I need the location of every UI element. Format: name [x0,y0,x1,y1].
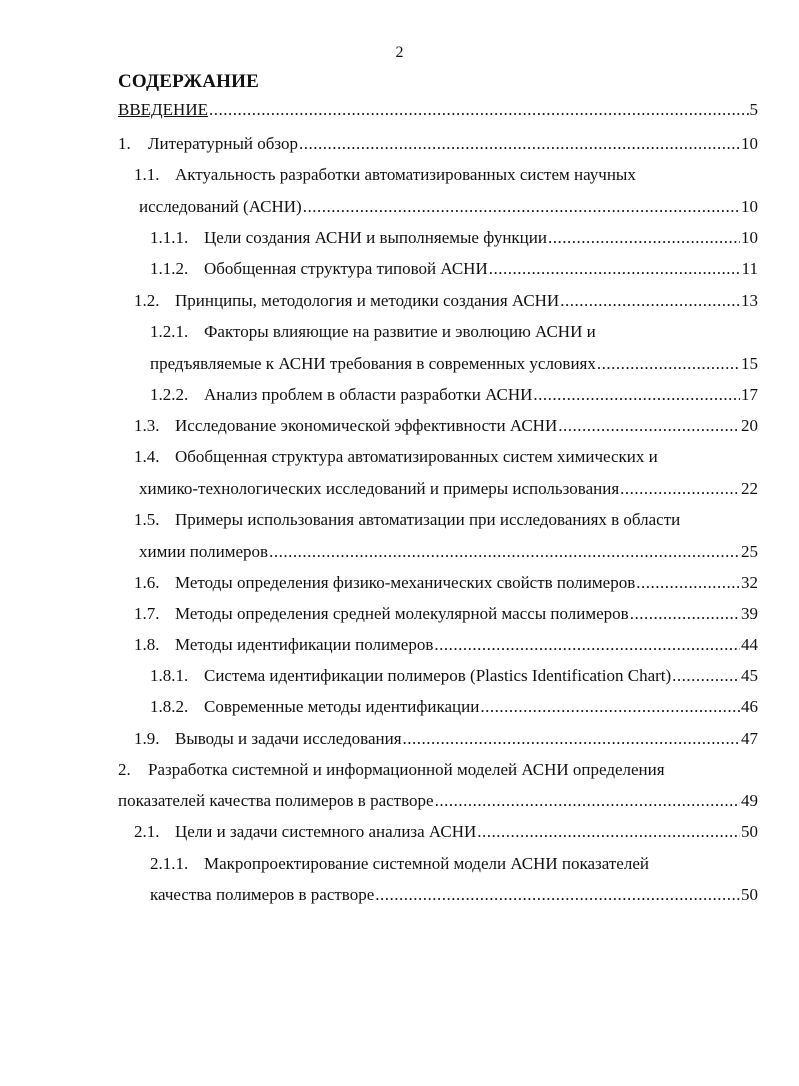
toc-entry-page: 50 [741,885,758,904]
toc-entry-2-1-1[interactable] [150,851,758,877]
toc-entry-text: Методы определения средней молекулярной массы полимеров [175,604,629,623]
toc-entry-page: 46 [741,697,758,716]
toc-entry-text: Примеры использования автоматизации при исследованиях в области [175,510,681,529]
leader-dots [558,413,740,439]
toc-entry-page: 10 [741,197,758,216]
toc-entry-number: 1.8.2. [150,697,189,716]
leader-dots [630,601,740,627]
toc-entry-1-1-cont[interactable] [139,194,758,220]
toc-entry-text: Факторы влияющие на развитие и эволюцию АСНИ и [204,322,596,341]
toc-entry-number: 1.1.2. [150,259,189,278]
toc-entry-number: 1. [118,134,131,153]
toc-entry-number: 1.8. [134,635,160,654]
leader-dots [480,694,740,720]
toc-entry-number: 2.1.1. [150,854,189,873]
toc-entry-number: 1.4. [134,447,160,466]
toc-entry-number: 1.3. [134,416,160,435]
toc-entry-number: 1.9. [134,729,160,748]
toc-entry-number: 1.5. [134,510,160,529]
toc-entry-page: 22 [741,479,758,498]
leader-dots [489,256,741,282]
leader-dots [434,632,740,658]
toc-entry-page: 15 [741,354,758,373]
toc-entry-2-1-1-cont[interactable] [150,882,758,908]
toc-entry-text: Принципы, методология и методики создания АСНИ [175,291,560,310]
toc-entry-page: 44 [741,635,758,654]
leader-dots [620,476,740,502]
leader-dots [303,194,740,220]
toc-entry-2-1[interactable] [134,819,758,845]
toc-entry-page: 10 [741,134,758,153]
toc-entry-number: 1.1.1. [150,228,189,247]
toc-entry-text: Методы идентификации полимеров [175,635,434,654]
toc-entry-page: 45 [741,666,758,685]
leader-dots [636,570,740,596]
toc-entry-1-1[interactable] [134,162,758,188]
toc-entry-1-4[interactable] [134,444,758,470]
toc-entry-number: 1.2.2. [150,385,189,404]
leader-dots [403,726,740,752]
toc-entry-intro[interactable] [118,97,758,123]
toc-entry-page: 10 [741,228,758,247]
toc-entry-1-2-1[interactable] [150,319,758,345]
toc-entry-text: показателей качества полимеров в растворе [118,791,434,810]
leader-dots [560,288,740,314]
leader-dots [435,788,740,814]
toc-entry-page: 39 [741,604,758,623]
toc-entry-page: 50 [741,822,758,841]
toc-entry-page: 13 [741,291,758,310]
toc-entry-text: Цели и задачи системного анализа АСНИ [175,822,477,841]
toc-entry-1-8-1[interactable] [150,663,758,689]
leader-dots [209,97,749,123]
toc-entry-number: 1.2. [134,291,160,310]
toc-entry-page: 25 [741,542,758,561]
toc-entry-text: предъявляемые к АСНИ требования в современных условиях [150,354,596,373]
toc-entry-1-3[interactable] [134,413,758,439]
toc-entry-page: 20 [741,416,758,435]
toc-entry-1-7[interactable] [134,601,758,627]
toc-entry-text: химии полимеров [139,542,269,561]
toc-entry-text: Литературный обзор [148,134,299,153]
toc-entry-page: 32 [741,573,758,592]
toc-entry-text: химико-технологических исследований и примеры использования [139,479,620,498]
leader-dots [672,663,740,689]
toc-entry-1-4-cont[interactable] [139,476,758,502]
leader-dots [299,131,740,157]
toc-entry-text: Обобщенная структура автоматизированных систем химических и [175,447,658,466]
page-number: 2 [395,44,404,61]
toc-entry-number: 2.1. [134,822,160,841]
toc-entry-page: 11 [741,259,758,278]
toc-entry-1-8-2[interactable] [150,694,758,720]
toc-entry-text: Современные методы идентификации [204,697,480,716]
toc-entry-number: 1.7. [134,604,160,623]
toc-entry-1-9[interactable] [134,726,758,752]
toc-entry-number: 1.8.1. [150,666,189,685]
toc-entry-1-2-2[interactable] [150,382,758,408]
toc-entry-text: Исследование экономической эффективности АСНИ [175,416,558,435]
toc-entry-number: 2. [118,760,131,779]
toc-entry-text: Методы определения физико-механических свойств полимеров [175,573,636,592]
toc-entry-text: Анализ проблем в области разработки АСНИ [204,385,533,404]
toc-title: СОДЕРЖАНИЕ [118,71,259,92]
toc-entry-number: 1.1. [134,165,160,184]
toc-entry-number: 1.6. [134,573,160,592]
toc-entry-text: Обобщенная структура типовой АСНИ [204,259,488,278]
toc-entry-page: 17 [741,385,758,404]
toc-entry-page: 47 [741,729,758,748]
toc-entry-page: 5 [749,100,758,119]
toc-entry-2[interactable] [118,757,758,783]
toc-entry-page: 49 [741,791,758,810]
leader-dots [269,539,740,565]
toc-entry-text: Система идентификации полимеров (Plastics Identification Chart) [204,666,672,685]
leader-dots [597,351,740,377]
toc-entry-1-5[interactable] [134,507,758,533]
leader-dots [375,882,740,908]
toc-entry-1-1-1[interactable] [150,225,758,251]
toc-entry-1-8[interactable] [134,632,758,658]
toc-entry-number: 1.2.1. [150,322,189,341]
toc-entry-1-5-cont[interactable] [139,539,758,565]
leader-dots [477,819,740,845]
leader-dots [533,382,740,408]
toc-entry-text: Выводы и задачи исследования [175,729,402,748]
toc-entry-1[interactable] [118,131,758,157]
toc-entry-1-1-2[interactable] [150,256,758,282]
toc-entry-2-cont[interactable] [118,788,758,814]
toc-entry-1-6[interactable] [134,570,758,596]
toc-entry-text: Актуальность разработки автоматизированных систем научных [175,165,636,184]
toc-entry-text: исследований (АСНИ) [139,197,302,216]
toc-entry-1-2-1-cont[interactable] [150,351,758,377]
toc-entry-text: Разработка системной и информационной моделей АСНИ определения [148,760,665,779]
toc-entry-text: ВВЕДЕНИЕ [118,100,208,119]
toc-entry-text: Цели создания АСНИ и выполняемые функции [204,228,547,247]
toc-entry-1-2[interactable] [134,288,758,314]
toc-entry-text: Макропроектирование системной модели АСНИ показателей [204,854,649,873]
toc-entry-text: качества полимеров в растворе [150,885,375,904]
leader-dots [548,225,740,251]
